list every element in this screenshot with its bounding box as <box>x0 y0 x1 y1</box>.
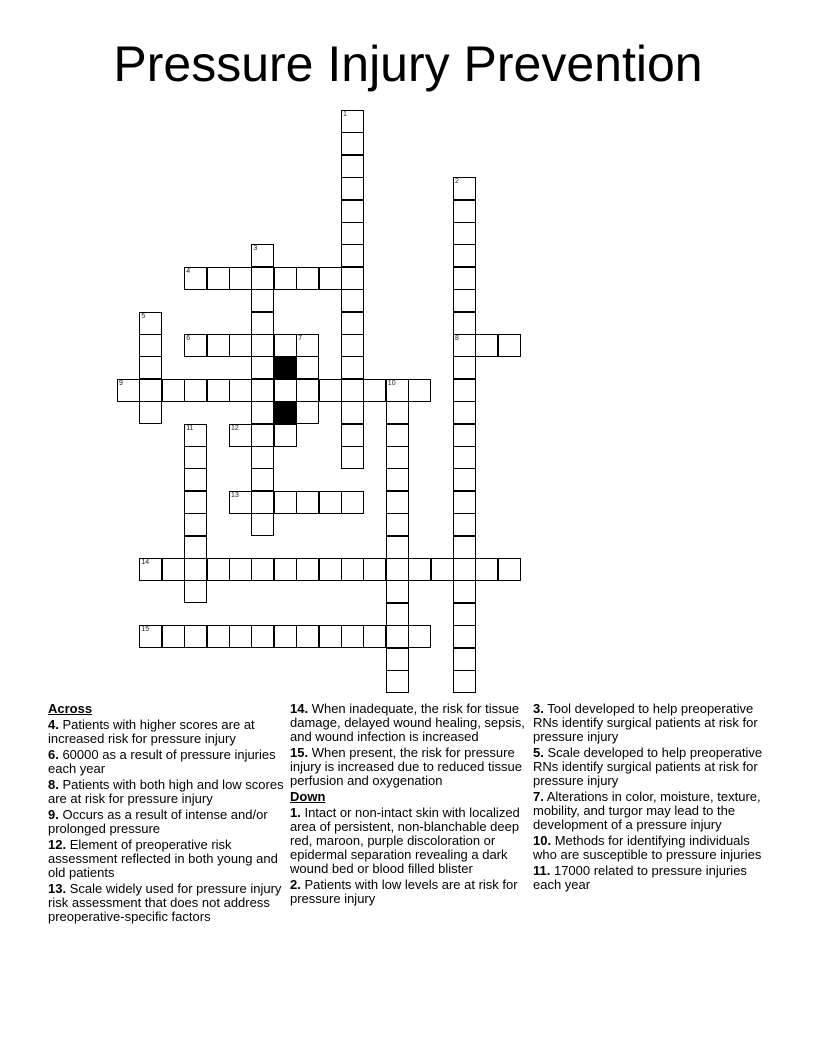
grid-cell[interactable] <box>139 334 162 357</box>
grid-cell[interactable] <box>229 379 252 402</box>
clue-number-label: 4 <box>186 267 191 275</box>
grid-cell[interactable] <box>296 558 319 581</box>
clue-text: Scale developed to help preoperative RNs identify surgical patients at risk for pressure injury <box>533 745 763 788</box>
grid-cell[interactable] <box>251 312 274 335</box>
grid-cell[interactable] <box>341 155 364 178</box>
grid-cell[interactable] <box>453 468 476 491</box>
grid-cell[interactable] <box>207 334 230 357</box>
clue-across-6 <box>48 748 284 776</box>
grid-cell[interactable] <box>251 468 274 491</box>
clue-text: When inadequate, the risk for tissue damage, delayed wound healing, sepsis, and wound infection is increased <box>290 701 525 744</box>
grid-cell[interactable] <box>274 491 297 514</box>
grid-cell[interactable] <box>386 513 409 536</box>
across-heading: Across <box>48 701 93 716</box>
clue-text: Occurs as a result of intense and/or prolonged pressure <box>48 807 268 836</box>
grid-cell[interactable] <box>251 491 274 514</box>
clue-across-14 <box>290 702 526 744</box>
grid-cell[interactable] <box>139 401 162 424</box>
grid-cell[interactable] <box>251 356 274 379</box>
clue-across-12 <box>48 838 284 880</box>
clue-number: 12. <box>48 837 67 852</box>
grid-cell[interactable] <box>386 379 409 402</box>
grid-cell[interactable] <box>184 625 207 648</box>
clue-text: Patients with both high and low scores are at risk for pressure injury <box>48 777 284 806</box>
grid-cell[interactable] <box>341 222 364 245</box>
grid-cell[interactable] <box>341 177 364 200</box>
clue-number: 3. <box>533 701 544 716</box>
grid-cell[interactable] <box>319 491 342 514</box>
clue-number-label: 2 <box>455 178 459 186</box>
grid-cell[interactable] <box>453 356 476 379</box>
clue-number-label: 14 <box>141 559 150 566</box>
grid-cell[interactable] <box>341 625 364 648</box>
grid-cell[interactable] <box>229 491 252 514</box>
clue-number: 11. <box>533 863 551 878</box>
clue-down-11 <box>533 864 773 892</box>
grid-cell[interactable] <box>251 289 274 312</box>
grid-cell[interactable] <box>184 424 207 447</box>
down-heading: Down <box>290 789 326 804</box>
clue-number: 10. <box>533 833 552 848</box>
clue-number-label: 15 <box>141 626 150 634</box>
grid-cell[interactable] <box>274 334 297 357</box>
grid-cell[interactable] <box>386 648 409 671</box>
grid-black-square <box>274 401 297 424</box>
clue-down-5 <box>533 746 773 788</box>
grid-cell[interactable] <box>341 110 364 133</box>
clue-number: 13. <box>48 881 67 896</box>
grid-cell[interactable] <box>386 536 409 559</box>
grid-cell[interactable] <box>229 558 252 581</box>
clue-text: Intact or non-intact skin with localized area of persistent, non-blanchable deep red, maroon, purple discoloration or epidermal separation revealing a dark wound bed or blood filled blister <box>290 805 520 876</box>
grid-cell[interactable] <box>251 401 274 424</box>
grid-cell[interactable] <box>274 558 297 581</box>
grid-cell[interactable] <box>251 379 274 402</box>
grid-cell[interactable] <box>251 244 274 267</box>
grid-cell[interactable] <box>386 580 409 603</box>
grid-cell[interactable] <box>139 558 162 581</box>
clue-number-label: 13 <box>231 491 239 499</box>
grid-cell[interactable] <box>386 468 409 491</box>
clue-number-label: 10 <box>387 379 396 387</box>
clue-across-4 <box>48 718 284 746</box>
clue-number: 4. <box>48 717 59 732</box>
clue-number: 5. <box>533 745 544 760</box>
clue-number-label: 1 <box>343 111 347 118</box>
grid-cell[interactable] <box>274 379 297 402</box>
grid-cell[interactable] <box>251 446 274 469</box>
grid-cell[interactable] <box>453 580 476 603</box>
clue-number-label: 9 <box>119 379 123 387</box>
clue-text: Element of preoperative risk assessment reflected in both young and old patients <box>48 837 278 880</box>
clue-down-1 <box>290 806 526 876</box>
clues-column-2 <box>290 702 526 908</box>
grid-cell[interactable] <box>184 558 207 581</box>
grid-cell[interactable] <box>139 312 162 335</box>
grid-cell[interactable] <box>207 625 230 648</box>
grid-cell[interactable] <box>251 334 274 357</box>
grid-cell[interactable] <box>408 379 431 402</box>
clue-number: 14. <box>290 701 309 716</box>
grid-cell[interactable] <box>453 648 476 671</box>
grid-cell[interactable] <box>386 603 409 626</box>
grid-cell[interactable] <box>296 334 319 357</box>
grid-cell[interactable] <box>475 558 498 581</box>
grid-cell[interactable] <box>453 379 476 402</box>
grid-cell[interactable] <box>162 625 185 648</box>
grid-cell[interactable] <box>341 491 364 514</box>
clue-number-label: 5 <box>141 312 146 320</box>
grid-cell[interactable] <box>162 379 185 402</box>
clue-text: When present, the risk for pressure injury is increased due to reduced tissue perfusion and oxygenation <box>290 745 522 788</box>
clue-number: 8. <box>48 777 59 792</box>
grid-cell[interactable] <box>341 289 364 312</box>
grid-cell[interactable] <box>386 401 409 424</box>
clue-text: Alterations in color, moisture, texture, mobility, and turgor may lead to the development of a pressure injury <box>533 789 761 832</box>
grid-cell[interactable] <box>453 334 476 357</box>
grid-cell[interactable] <box>296 625 319 648</box>
grid-cell[interactable] <box>386 424 409 447</box>
clue-down-7 <box>533 790 773 832</box>
grid-cell[interactable] <box>453 244 476 267</box>
grid-cell[interactable] <box>139 356 162 379</box>
grid-cell[interactable] <box>386 625 409 648</box>
grid-cell[interactable] <box>296 401 319 424</box>
grid-cell[interactable] <box>319 558 342 581</box>
grid-cell[interactable] <box>184 536 207 559</box>
grid-cell[interactable] <box>453 401 476 424</box>
grid-cell[interactable] <box>408 625 431 648</box>
grid-cell[interactable] <box>386 491 409 514</box>
clue-text: Scale widely used for pressure injury risk assessment that does not address preoperative-specific factors <box>48 881 282 924</box>
grid-cell[interactable] <box>453 558 476 581</box>
grid-cell[interactable] <box>498 334 521 357</box>
grid-cell[interactable] <box>229 424 252 447</box>
grid-cell[interactable] <box>341 446 364 469</box>
grid-cell[interactable] <box>453 200 476 223</box>
grid-cell[interactable] <box>386 670 409 693</box>
grid-cell[interactable] <box>341 356 364 379</box>
grid-cell[interactable] <box>341 401 364 424</box>
clue-down-10 <box>533 834 773 862</box>
clue-text: Patients with higher scores are at increased risk for pressure injury <box>48 717 255 746</box>
clue-number-label: 8 <box>455 335 459 342</box>
grid-cell[interactable] <box>453 491 476 514</box>
grid-cell[interactable] <box>453 670 476 693</box>
grid-cell[interactable] <box>341 312 364 335</box>
grid-cell[interactable] <box>296 491 319 514</box>
clue-across-15 <box>290 746 526 788</box>
grid-cell[interactable] <box>475 334 498 357</box>
grid-cell[interactable] <box>408 558 431 581</box>
grid-cell[interactable] <box>229 625 252 648</box>
grid-cell[interactable] <box>453 222 476 245</box>
grid-cell[interactable] <box>453 177 476 200</box>
grid-cell[interactable] <box>386 558 409 581</box>
grid-cell[interactable] <box>498 558 521 581</box>
clue-number-label: 12 <box>231 424 239 432</box>
grid-cell[interactable] <box>207 267 230 290</box>
clue-text: Patients with low levels are at risk for pressure injury <box>290 877 518 906</box>
clue-number-label: 3 <box>253 245 258 253</box>
clue-number: 6. <box>48 747 59 762</box>
clue-text: Methods for identifying individuals who are susceptible to pressure injuries <box>533 833 762 862</box>
grid-cell[interactable] <box>274 267 297 290</box>
grid-cell[interactable] <box>162 558 185 581</box>
clue-text: 60000 as a result of pressure injuries each year <box>48 747 276 776</box>
clue-number: 9. <box>48 807 59 822</box>
grid-cell[interactable] <box>251 424 274 447</box>
clue-number: 7. <box>533 789 544 804</box>
grid-cell[interactable] <box>296 356 319 379</box>
grid-cell[interactable] <box>453 312 476 335</box>
grid-cell[interactable] <box>431 558 454 581</box>
clue-number: 15. <box>290 745 309 760</box>
clue-text: Tool developed to help preoperative RNs identify surgical patients at risk for pressure injury <box>533 701 758 744</box>
clue-down-2 <box>290 878 526 906</box>
grid-cell[interactable] <box>229 334 252 357</box>
grid-cell[interactable] <box>274 625 297 648</box>
grid-cell[interactable] <box>274 424 297 447</box>
grid-cell[interactable] <box>184 334 207 357</box>
clue-down-3 <box>533 702 773 744</box>
grid-cell[interactable] <box>251 625 274 648</box>
grid-cell[interactable] <box>453 267 476 290</box>
grid-cell[interactable] <box>341 424 364 447</box>
page-title: Pressure Injury Prevention <box>113 36 703 92</box>
grid-cell[interactable] <box>319 625 342 648</box>
grid-cell[interactable] <box>453 536 476 559</box>
grid-cell[interactable] <box>184 580 207 603</box>
grid-cell[interactable] <box>341 132 364 155</box>
grid-cell[interactable] <box>453 603 476 626</box>
grid-cell[interactable] <box>229 267 252 290</box>
clue-number: 2. <box>290 877 301 892</box>
grid-cell[interactable] <box>117 379 140 402</box>
grid-cell[interactable] <box>296 379 319 402</box>
grid-cell[interactable] <box>386 446 409 469</box>
grid-cell[interactable] <box>184 468 207 491</box>
grid-cell[interactable] <box>296 267 319 290</box>
clue-across-8 <box>48 778 284 806</box>
grid-cell[interactable] <box>207 558 230 581</box>
grid-cell[interactable] <box>453 289 476 312</box>
clue-across-13 <box>48 882 284 924</box>
grid-cell[interactable] <box>139 625 162 648</box>
grid-cell[interactable] <box>341 379 364 402</box>
grid-cell[interactable] <box>251 267 274 290</box>
grid-cell[interactable] <box>184 513 207 536</box>
grid-cell[interactable] <box>184 379 207 402</box>
grid-cell[interactable] <box>341 558 364 581</box>
grid-cell[interactable] <box>363 558 386 581</box>
grid-cell[interactable] <box>453 625 476 648</box>
grid-cell[interactable] <box>251 513 274 536</box>
grid-cell[interactable] <box>341 267 364 290</box>
clue-number: 1. <box>290 805 301 820</box>
grid-cell[interactable] <box>319 379 342 402</box>
grid-cell[interactable] <box>139 379 162 402</box>
grid-cell[interactable] <box>207 379 230 402</box>
grid-cell[interactable] <box>184 446 207 469</box>
grid-cell[interactable] <box>184 267 207 290</box>
grid-cell[interactable] <box>363 379 386 402</box>
grid-cell[interactable] <box>341 200 364 223</box>
grid-cell[interactable] <box>251 558 274 581</box>
grid-cell[interactable] <box>453 513 476 536</box>
grid-cell[interactable] <box>453 446 476 469</box>
grid-cell[interactable] <box>184 491 207 514</box>
clue-number-label: 6 <box>186 335 191 342</box>
clue-number-label: 7 <box>298 335 303 342</box>
grid-cell[interactable] <box>341 244 364 267</box>
clues-column-3 <box>533 702 773 894</box>
clue-text: 17000 related to pressure injuries each year <box>533 863 747 892</box>
grid-cell[interactable] <box>453 424 476 447</box>
grid-black-square <box>274 356 297 379</box>
grid-cell[interactable] <box>363 625 386 648</box>
clue-across-9 <box>48 808 284 836</box>
grid-cell[interactable] <box>319 267 342 290</box>
grid-cell[interactable] <box>341 334 364 357</box>
clue-number-label: 11 <box>186 424 194 432</box>
clues-column-1 <box>48 702 284 926</box>
